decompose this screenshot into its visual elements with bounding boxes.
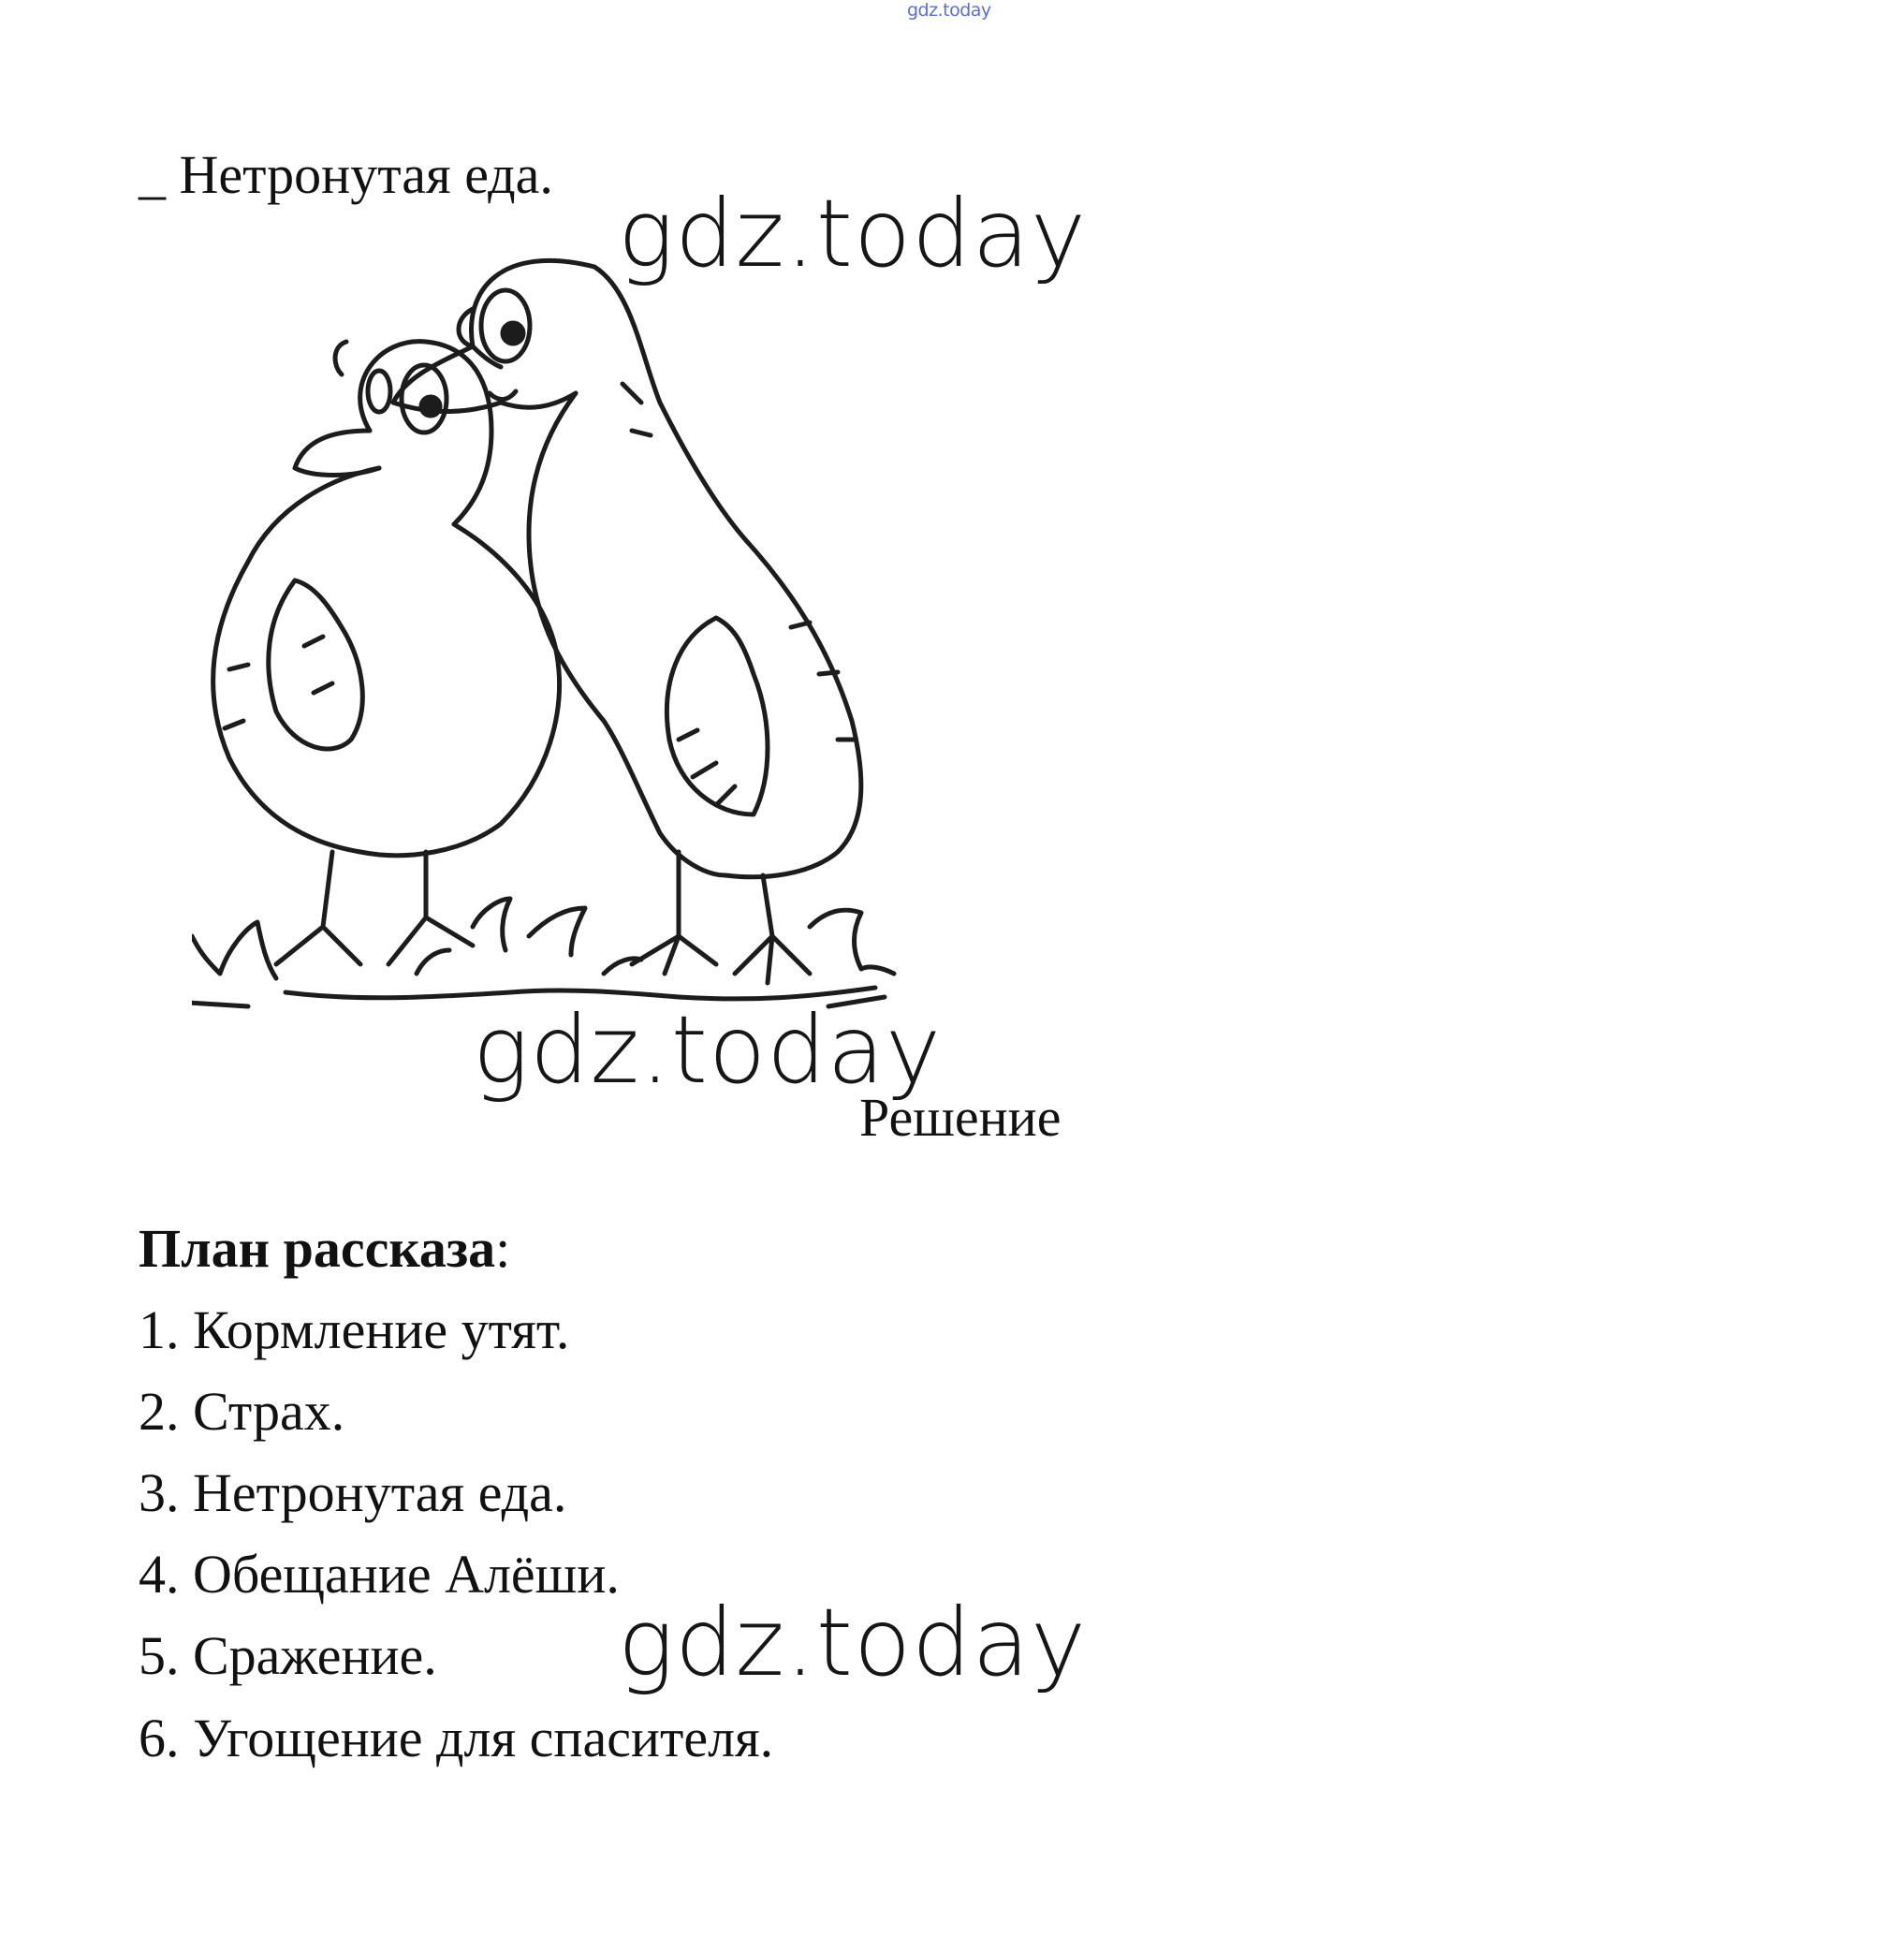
- watermark-top: gdz.today: [618, 179, 1088, 288]
- plan-item: 2. Страх.: [139, 1381, 345, 1442]
- watermark-middle: gdz.today: [473, 995, 943, 1105]
- ducklings-illustration: [192, 253, 959, 1020]
- previous-plan-item: _ Нетронутая еда.: [139, 144, 553, 205]
- header-watermark: gdz.today: [907, 0, 991, 21]
- plan-item: 5. Сражение.: [139, 1625, 437, 1686]
- solution-label: Решение: [859, 1087, 1062, 1148]
- plan-item: 6. Угощение для спасителя.: [139, 1708, 774, 1768]
- plan-heading: [139, 1218, 511, 1279]
- watermark-bottom: gdz.today: [618, 1588, 1088, 1697]
- plan-item: 1. Кормление утят.: [139, 1299, 570, 1360]
- plan-title-suffix: :: [495, 1218, 511, 1279]
- plan-title: План рассказа: [139, 1218, 496, 1279]
- plan-item: 3. Нетронутая еда.: [139, 1462, 567, 1523]
- plan-item: 4. Обещание Алёши.: [139, 1544, 620, 1605]
